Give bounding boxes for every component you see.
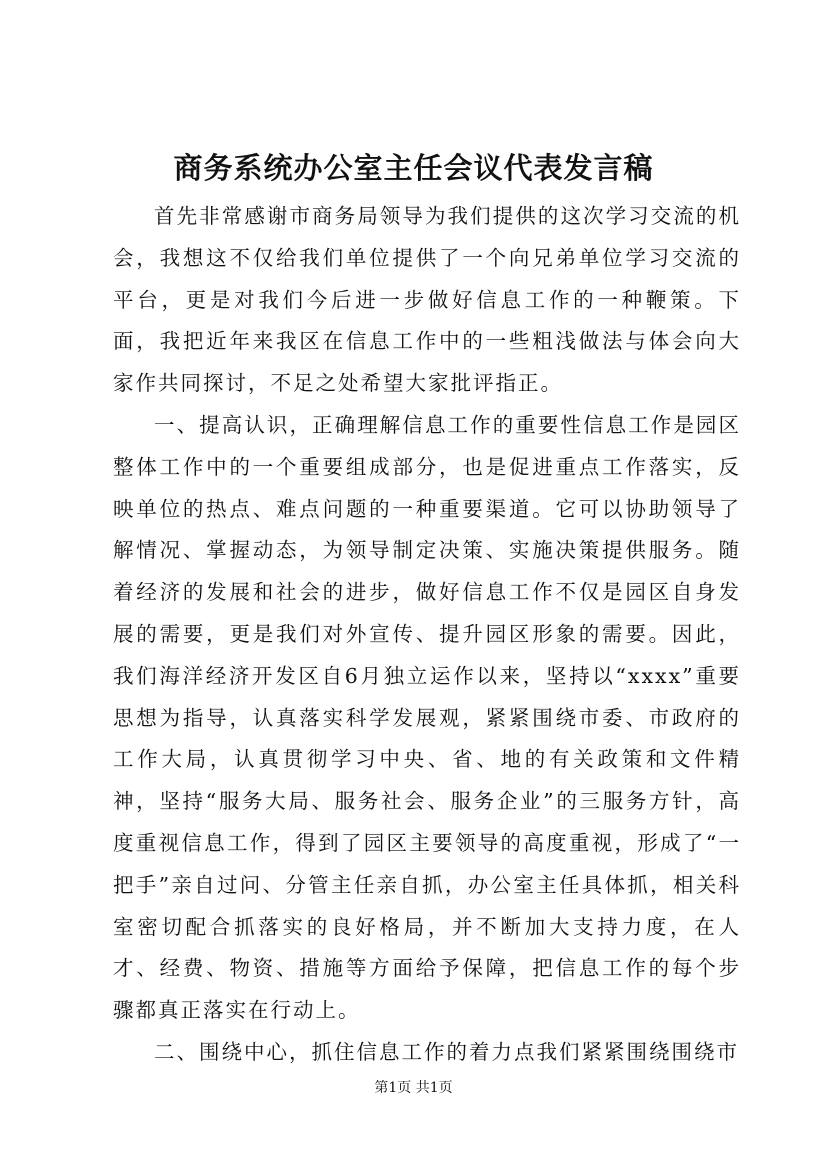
paragraph-intro: 首先非常感谢市商务局领导为我们提供的这次学习交流的机会，我想这不仅给我们单位提供了一个向兄弟单位学习交流的平台，更是对我们今后进一步做好信息工作的一种鞭策。下面，我把近年来我区在信息工作中的一些粗浅做法与体会向大家作共同探讨，不足之处希望大家批评指正。 [113, 204, 741, 396]
document-title: 商务系统办公室主任会议代表发言稿 [173, 151, 654, 185]
paragraph-section-two: 二、围绕中心，抓住信息工作的着力点我们紧紧围绕围绕市 [154, 1039, 739, 1064]
document-body [113, 196, 741, 1074]
page-number-label: 第1页 共1页 [374, 1080, 453, 1096]
paragraph-section-one: 一、提高认识，正确理解信息工作的重要性信息工作是园区整体工作中的一个重要组成部分，也是促进重点工作落实，反映单位的热点、难点问题的一种重要渠道。它可以协助领导了解情况、掌握动态，为领导制定决策、实施决策提供服务。随着经济的发展和社会的进步，做好信息工作不仅是园区自身发展的需要，更是我们对外宣传、提升园区形象的需要。因此，我们海洋经济开发区自6月独立运作以来，坚持以“xxxx”重要思想为指导，认真落实科学发展观，紧紧围绕市委、市政府的工作大局，认真贯彻学习中央、省、地的有关政策和文件精神，坚持“服务大局、服务社会、服务企业”的三服务方针，高度重视信息工作，得到了园区主要领导的高度重视，形成了“一把手”亲自过问、分管主任亲自抓，办公室主任具体抓，相关科室密切配合抓落实的良好格局，并不断加大支持力度，在人才、经费、物资、措施等方面给予保障，把信息工作的每个步骤都真正落实在行动上。 [113, 412, 741, 1023]
page-footer [0, 1078, 827, 1098]
